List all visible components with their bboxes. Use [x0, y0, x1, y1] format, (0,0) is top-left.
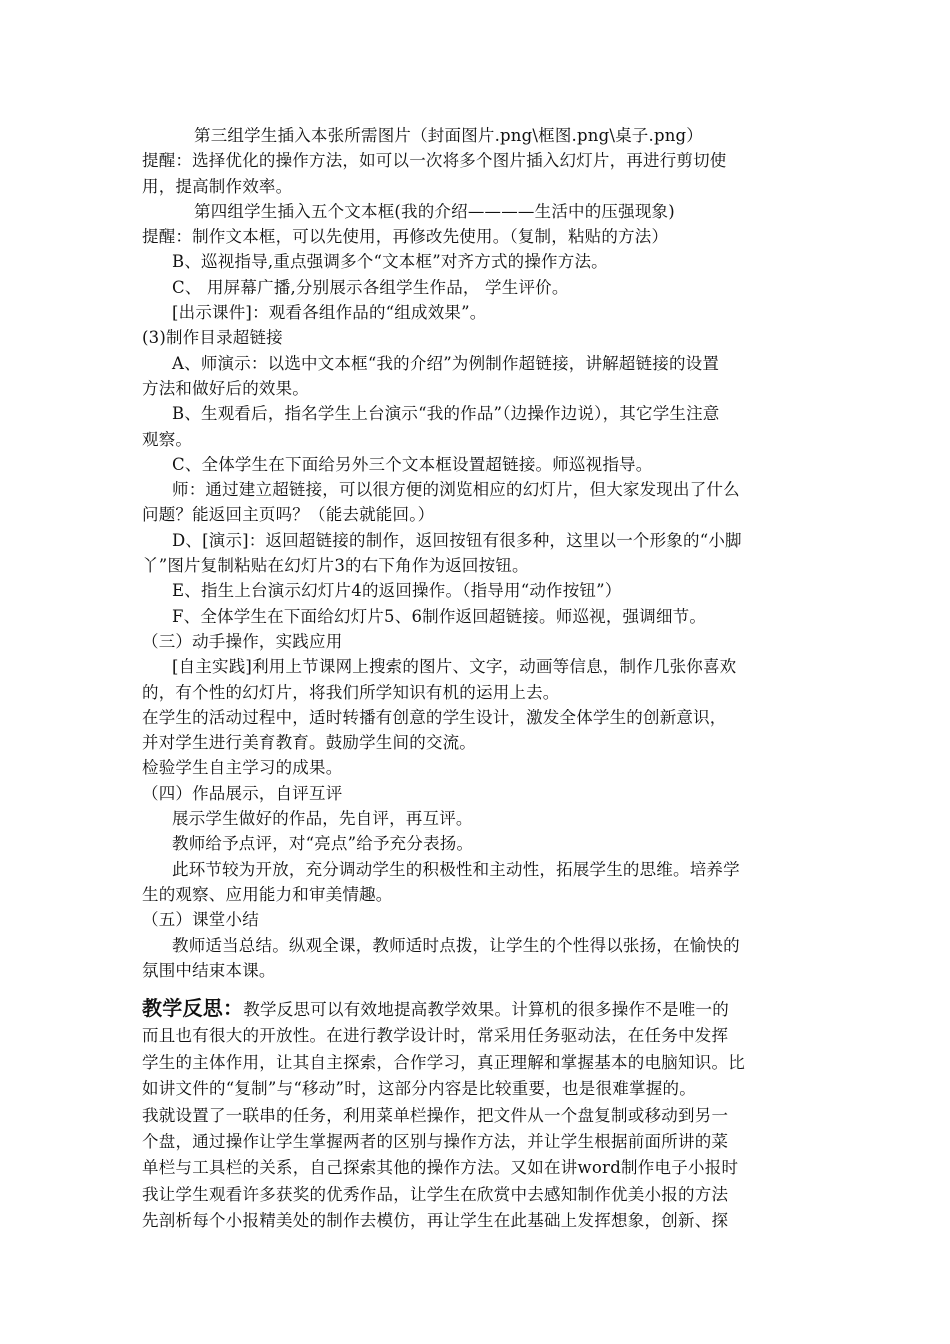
reflection-line: 如讲文件的“复制”与“移动”时，这部分内容是比较重要，也是很难掌握的。 — [142, 1079, 696, 1099]
text-line: D、[演示]：返回超链接的制作，返回按钮有很多种，这里以一个形象的“小脚 — [172, 530, 742, 550]
text-line: 的，有个性的幻灯片，将我们所学知识有机的运用上去。 — [142, 682, 560, 702]
text-line: 提醒：制作文本框，可以先使用，再修改先使用。（复制，粘贴的方法） — [142, 227, 669, 247]
reflection-first-line — [142, 995, 812, 1023]
text-line: 教师给予点评，对“亮点”给予充分表扬。 — [172, 834, 474, 854]
text-line: 提醒：选择优化的操作方法，如可以一次将多个图片插入幻灯片，再进行剪切使 — [142, 151, 727, 171]
text-line: 检验学生自主学习的成果。 — [142, 758, 343, 778]
reflection-heading: 教学反思： — [142, 996, 244, 1020]
text-line: [自主实践]利用上节课网上搜索的图片、文字，动画等信息，制作几张你喜欢 — [172, 657, 737, 677]
text-line: 在学生的活动过程中，适时转播有创意的学生设计，激发全体学生的创新意识， — [142, 707, 727, 727]
document-body — [142, 123, 812, 983]
text-line: 丫”图片复制粘贴在幻灯片3的右下角作为返回按钮。 — [142, 556, 529, 576]
text-line: （三）动手操作，实践应用 — [142, 631, 343, 651]
reflection-line: 学生的主体作用，让其自主探索，合作学习，真正理解和掌握基本的电脑知识。比 — [142, 1052, 745, 1072]
text-line: 展示学生做好的作品，先自评，再互评。 — [172, 809, 473, 829]
text-line: 第三组学生插入本张所需图片（封面图片.png\框图.png\桌子.png） — [194, 126, 704, 145]
reflection-line: 个盘，通过操作让学生掌握两者的区别与操作方法，并让学生根据前面所讲的菜 — [142, 1132, 729, 1152]
reflection-line: 单栏与工具栏的关系，自己探索其他的操作方法。又如在讲word制作电子小报时 — [142, 1158, 739, 1178]
text-line: [出示课件]：观看各组作品的“组成效果”。 — [172, 303, 487, 323]
text-line: 此环节较为开放，充分调动学生的积极性和主动性，拓展学生的思维。培养学 — [172, 859, 740, 879]
reflection-line: 我就设置了一联串的任务，利用菜单栏操作，把文件从一个盘复制或移动到另一 — [142, 1105, 729, 1125]
text-line: 氛围中结束本课。 — [142, 960, 276, 980]
text-line: （四）作品展示，自评互评 — [142, 783, 343, 803]
text-line: 方法和做好后的效果。 — [142, 378, 309, 398]
text-line: 并对学生进行美育教育。鼓励学生间的交流。 — [142, 733, 476, 753]
reflection-section — [142, 995, 812, 1235]
text-line: 师：通过建立超链接，可以很方便的浏览相应的幻灯片，但大家发现出了什么 — [172, 480, 740, 500]
text-line: F、全体学生在下面给幻灯片5、6制作返回超链接。师巡视，强调细节。 — [172, 606, 707, 626]
text-line: 用，提高制作效率。 — [142, 176, 293, 196]
reflection-body — [142, 1023, 812, 1234]
text-line: 生的观察、应用能力和审美情趣。 — [142, 884, 393, 904]
reflection-line: 而且也有很大的开放性。在进行教学设计时，常采用任务驱动法，在任务中发挥 — [142, 1026, 729, 1046]
text-line: B、生观看后，指名学生上台演示“我的作品”（边操作边说），其它学生注意 — [172, 404, 720, 424]
text-line: 问题？能返回主页吗？（能去就能回。） — [142, 505, 435, 525]
text-line: E、指生上台演示幻灯片4的返回操作。（指导用“动作按钮”） — [172, 581, 622, 601]
text-line: C、 用屏幕广播,分别展示各组学生作品， 学生评价。 — [172, 277, 569, 297]
text-line: 观察。 — [142, 429, 193, 449]
text-line: （五）课堂小结 — [142, 910, 259, 930]
text-line: C、全体学生在下面给另外三个文本框设置超链接。师巡视指导。 — [172, 454, 653, 474]
text-line: B、巡视指导,重点强调多个“文本框”对齐方式的操作方法。 — [172, 252, 608, 272]
reflection-line: 我让学生观看许多获奖的优秀作品，让学生在欣赏中去感知制作优美小报的方法 — [142, 1184, 729, 1204]
reflection-line: 先剖析每个小报精美处的制作去模仿，再让学生在此基础上发挥想象，创新、探 — [142, 1211, 729, 1231]
text-line: 教师适当总结。纵观全课，教师适时点拨，让学生的个性得以张扬，在愉快的 — [172, 935, 740, 955]
text-line: 第四组学生插入五个文本框(我的介绍————生活中的压强现象) — [194, 201, 675, 221]
text-line: (3)制作目录超链接 — [142, 328, 283, 348]
reflection-first-text: 教学反思可以有效地提高教学效果。计算机的很多操作不是唯一的 — [243, 1000, 729, 1019]
text-line: A、师演示：以选中文本框“我的介绍”为例制作超链接，讲解超链接的设置 — [172, 353, 720, 373]
